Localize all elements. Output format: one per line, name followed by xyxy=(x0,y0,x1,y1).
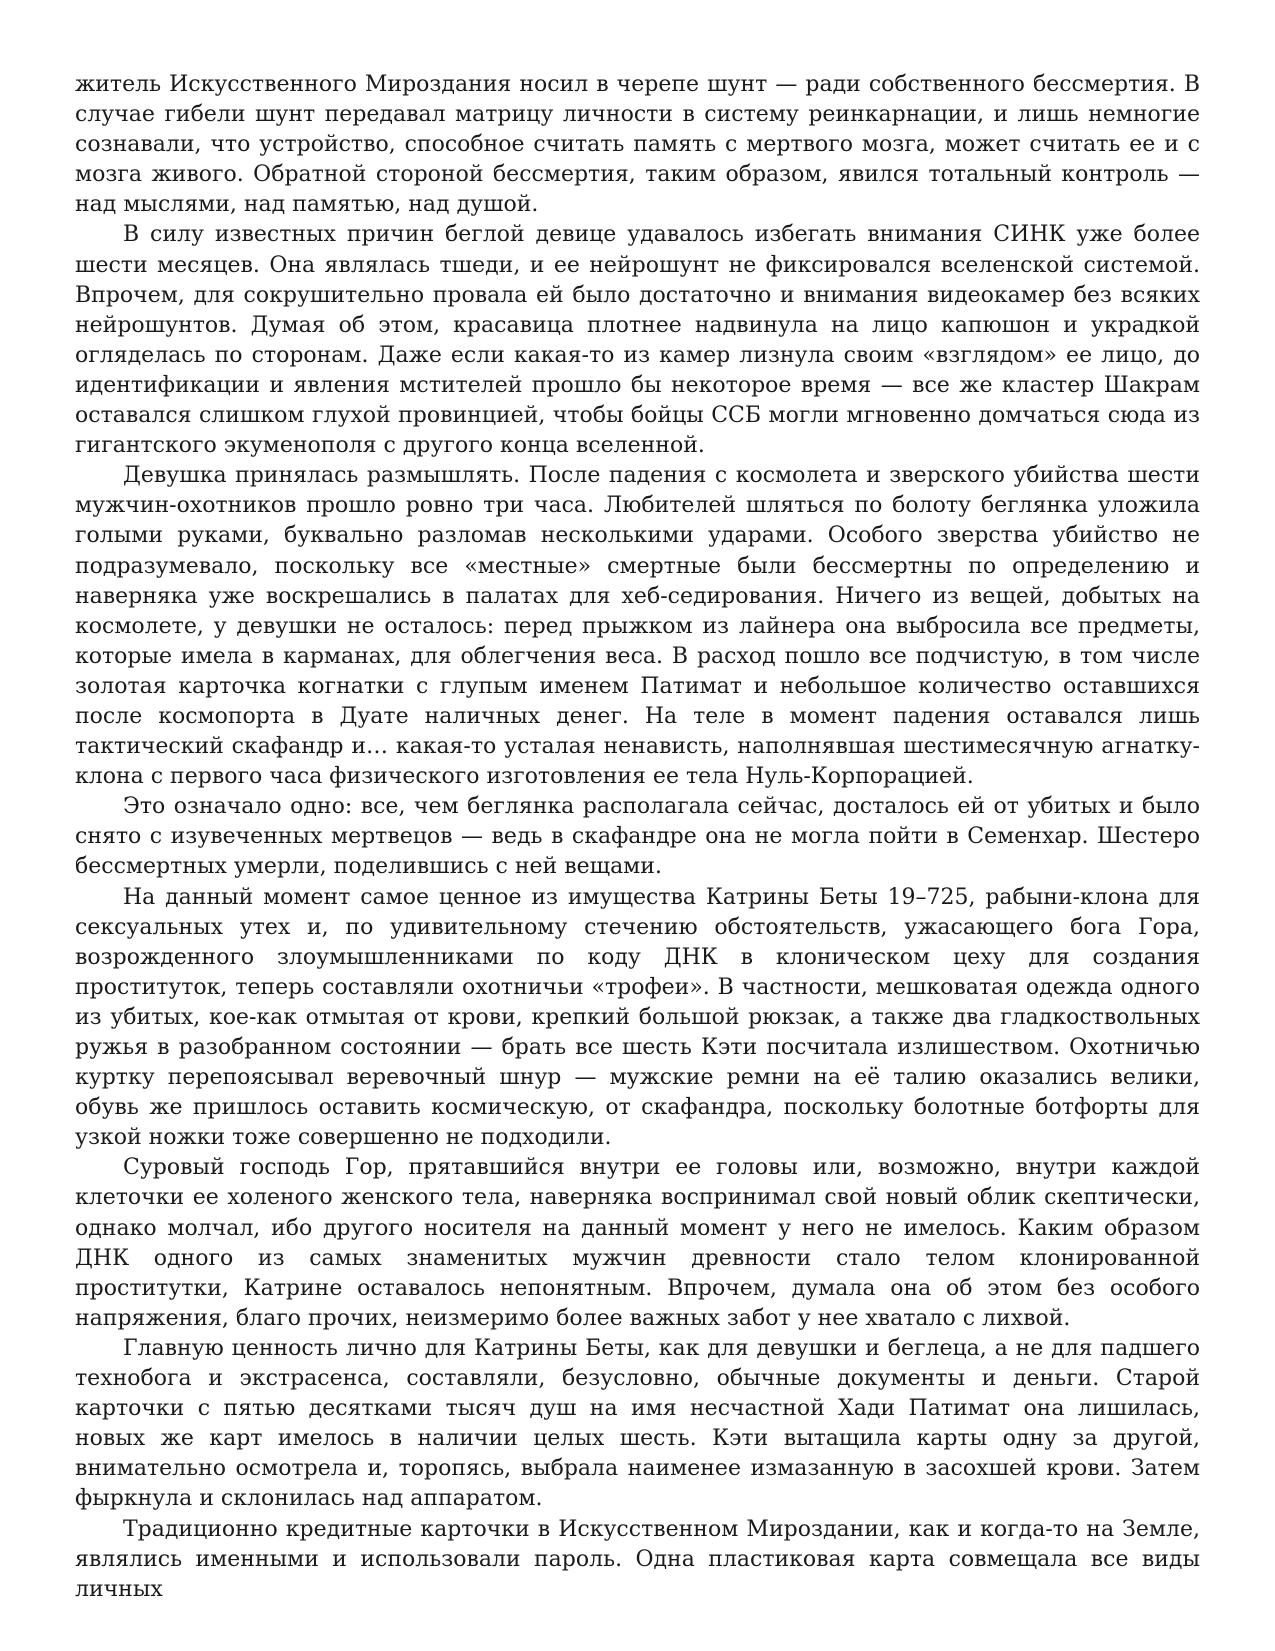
paragraph-7: Главную ценность лично для Катрины Беты, как для девушки и беглеца, а не для падшего технобога и экстрасенса, составляли, безусловно, обычные документы и деньги. Старой карточки с пятью десятками тысяч душ на имя несчастной Хади Патимат она лишилась, новых же карт имелось в наличии целых шесть. Кэти вытащила карты одну за другой, внимательно осмотрела и, торопясь, выбрала наименее измазанную в засохшей крови. Затем фыркнула и склонилась над аппаратом. xyxy=(75,1335,1200,1512)
paragraph-4: Это означало одно: все, чем беглянка располагала сейчас, досталось ей от убитых и было снято с изувеченных мертвецов — ведь в скафандре она не могла пойти в Семенхар. Шестеро бессмертных умерли, поделившись с ней вещами. xyxy=(75,794,1200,880)
paragraph-1: житель Искусственного Мироздания носил в черепе шунт — ради собственного бессмертия. В случае гибели шунт передавал матрицу личности в систему реинкарнации, и лишь немногие сознавали, что устройство, способное считать память с мертвого мозга, может считать ее и с мозга живого. Обратной стороной бессмертия, таким образом, явился тотальный контроль — над мыслями, над памятью, над душой. xyxy=(75,72,1200,218)
paragraph-8: Традиционно кредитные карточки в Искусственном Мироздании, как и когда-то на Земле, являлись именными и использовали пароль. Одна пластиковая карта совмещала все виды личных xyxy=(75,1516,1200,1602)
paragraph-2: В силу известных причин беглой девице удавалось избегать внимания СИНК уже более шести месяцев. Она являлась тшеди, и ее нейрошунт не фиксировался вселенской системой. Впрочем, для сокрушительно провала ей было достаточно и внимания видеокамер без всяких нейрошунтов. Думая об этом, красавица плотнее надвинула на лицо капюшон и украдкой огляделась по сторонам. Даже если какая-то из камер лизнула своим «взглядом» ее лицо, до идентификации и явления мстителей прошло бы некоторое время — все же кластер Шакрам оставался слишком глухой провинцией, чтобы бойцы ССБ могли мгновенно домчаться сюда из гигантского экуменополя с другого конца вселенной. xyxy=(75,222,1200,459)
paragraph-3: Девушка принялась размышлять. После падения с космолета и зверского убийства шести мужчин-охотников прошло ровно три часа. Любителей шляться по болоту беглянка уложила голыми руками, буквально разломав несколькими ударами. Особого зверства убийство не подразумевало, поскольку все «местные» смертные были бессмертны по определению и наверняка уже воскрешались в палатах для хеб-седирования. Ничего из вещей, добытых на космолете, у девушки не осталось: перед прыжком из лайнера она выбросила все предметы, которые имела в карманах, для облегчения веса. В расход пошло все подчистую, в том числе золотая карточка когнатки с глупым именем Патимат и небольшое количество оставшихся после космопорта в Дуате наличных денег. На теле в момент падения оставался лишь тактический скафандр и… какая-то усталая ненависть, наполнявшая шестимесячную агнатку-клона с первого часа физического изготовления ее тела Нуль-Корпорацией. xyxy=(75,463,1200,790)
paragraph-5: На данный момент самое ценное из имущества Катрины Беты 19–725, рабыни-клона для сексуальных утех и, по удивительному стечению обстоятельств, ужасающего бога Гора, возрожденного злоумышленниками по коду ДНК в клоническом цеху для создания проституток, теперь составляли охотничьи «трофеи». В частности, мешковатая одежда одного из убитых, кое-как отмытая от крови, крепкий большой рюкзак, а также два гладкоствольных ружья в разобранном состоянии — брать все шесть Кэти посчитала излишеством. Охотничью куртку перепоясывал веревочный шнур — мужские ремни на её талию оказались велики, обувь же пришлось оставить космическую, от скафандра, поскольку болотные ботфорты для узкой ножки тоже совершенно не подходили. xyxy=(75,884,1200,1151)
document-page xyxy=(75,70,1200,1605)
paragraph-6: Суровый господь Гор, прятавшийся внутри ее головы или, возможно, внутри каждой клеточки ее холеного женского тела, наверняка воспринимал свой новый облик скептически, однако молчал, ибо другого носителя на данный момент у него не имелось. Каким образом ДНК одного из самых знаменитых мужчин древности стало телом клонированной проститутки, Катрине оставалось непонятным. Впрочем, думала она об этом без особого напряжения, благо прочих, неизмеримо более важных забот у нее хватало с лихвой. xyxy=(75,1155,1200,1331)
